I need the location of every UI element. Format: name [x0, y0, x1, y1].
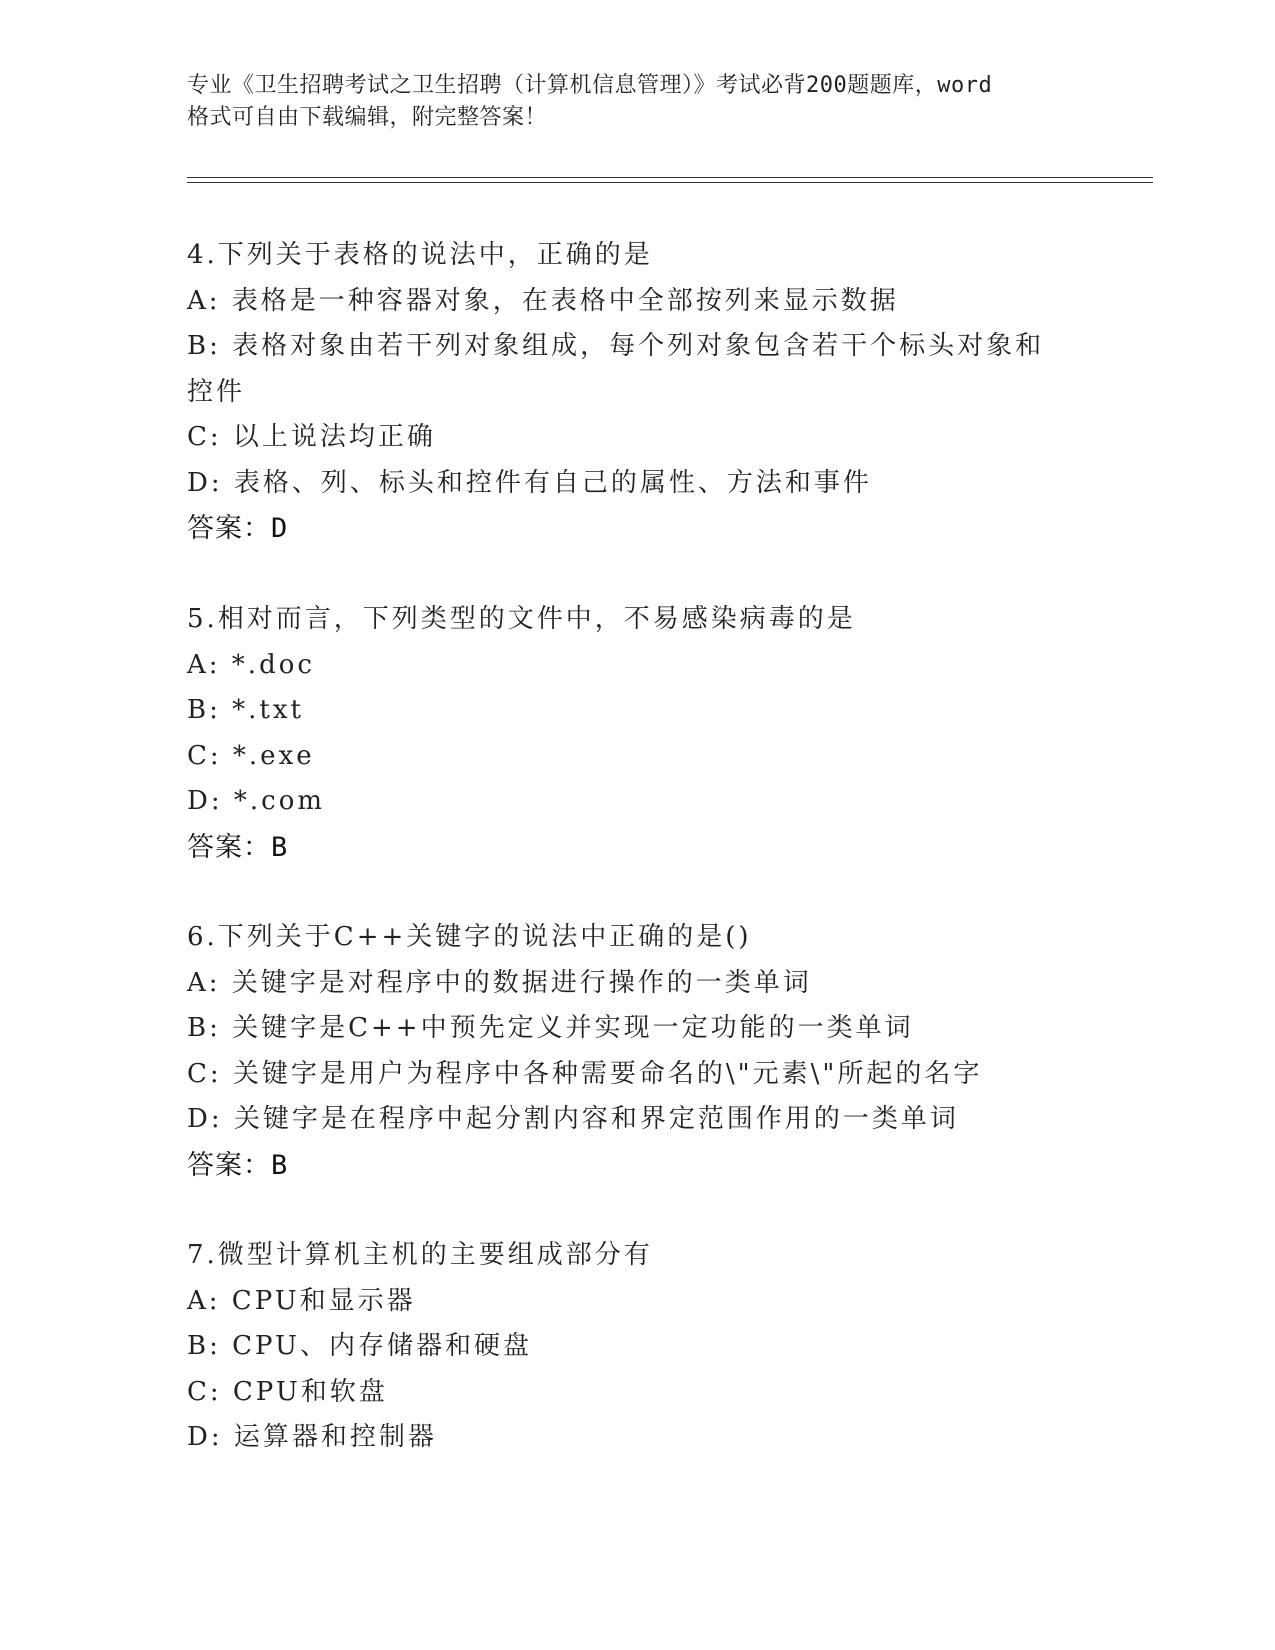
- option-c: C: 关键字是用户为程序中各种需要命名的\"元素\"所起的名字: [187, 1058, 983, 1089]
- header-line-1: 专业《卫生招聘考试之卫生招聘（计算机信息管理）》考试必背200题题库，word: [187, 73, 993, 98]
- option-a: A: 关键字是对程序中的数据进行操作的一类单词: [187, 967, 812, 998]
- header-line-2: 格式可自由下载编辑，附完整答案！: [187, 105, 548, 130]
- option-c: C: CPU和软盘: [187, 1376, 388, 1407]
- option-d: D: *.com: [187, 786, 326, 816]
- header-divider-top: [187, 177, 1153, 178]
- option-b: B: 关键字是C++中预先定义并实现一定功能的一类单词: [187, 1013, 914, 1043]
- question-stem: 4.下列关于表格的说法中，正确的是: [187, 240, 653, 270]
- question-stem: 7.微型计算机主机的主要组成部分有: [187, 1240, 653, 1270]
- question-6: [187, 915, 1087, 1188]
- option-a: A: *.doc: [187, 649, 315, 680]
- question-5: [187, 597, 1087, 870]
- option-b: B: 表格对象由若干列对象组成，每个列对象包含若干个标头对象和控件: [187, 331, 1045, 407]
- option-b: B: CPU、内存储器和硬盘: [187, 1331, 532, 1361]
- option-a: A: CPU和显示器: [187, 1285, 416, 1316]
- option-a: A: 表格是一种容器对象，在表格中全部按列来显示数据: [187, 285, 899, 316]
- answer-label: 答案：B: [187, 1149, 289, 1181]
- question-4: [187, 233, 1087, 552]
- option-c: C: *.exe: [187, 740, 315, 771]
- option-b: B: *.txt: [187, 695, 304, 725]
- header-divider-bottom: [187, 182, 1153, 183]
- option-d: D: 关键字是在程序中起分割内容和界定范围作用的一类单词: [187, 1104, 959, 1134]
- question-stem: 6.下列关于C++关键字的说法中正确的是(): [187, 922, 752, 952]
- answer-label: 答案：B: [187, 831, 289, 863]
- option-c: C: 以上说法均正确: [187, 422, 436, 452]
- question-7: [187, 1233, 1087, 1461]
- document-header: [187, 70, 1087, 134]
- question-stem: 5.相对而言，下列类型的文件中，不易感染病毒的是: [187, 604, 856, 634]
- answer-label: 答案：D: [187, 513, 289, 544]
- option-d: D: 表格、列、标头和控件有自己的属性、方法和事件: [187, 467, 872, 498]
- option-d: D: 运算器和控制器: [187, 1422, 437, 1452]
